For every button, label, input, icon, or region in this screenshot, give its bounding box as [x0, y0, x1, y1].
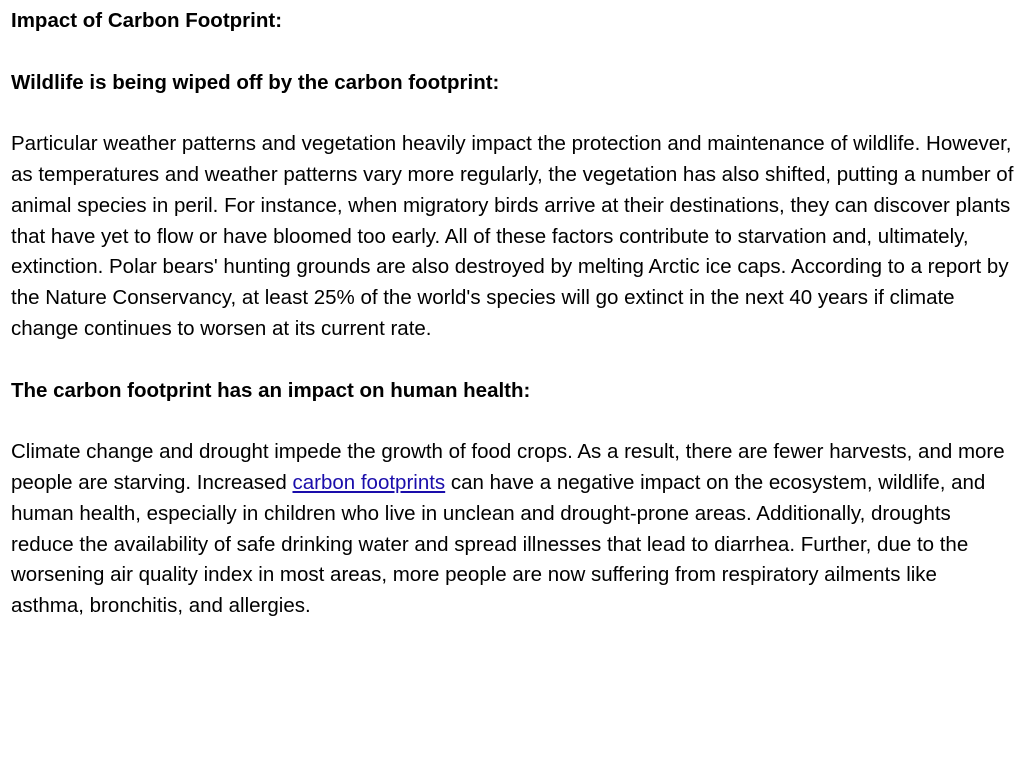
carbon-footprints-link[interactable]: carbon footprints: [292, 470, 446, 494]
document-title: Impact of Carbon Footprint:: [11, 9, 283, 32]
spacer: [11, 37, 1014, 68]
paragraph-text-before-link: Climate change and drought impede the growth of food crops. As a result, there are fewer harvests, and more people are starving. Increased: [11, 440, 1005, 494]
paragraph-text-after-link: can have a negative impact on the ecosystem, wildlife, and human health, especially in children who live in unclean and drought-prone areas. Additionally, droughts reduce the availability of safe drinking water and spread illnesses that lead to diarrhea. Further, due to the worsening air quality index in most areas, more people are now suffering from respiratory ailments like asthma, bronchitis, and allergies.: [11, 470, 986, 618]
spacer: [11, 98, 1014, 129]
spacer: [11, 406, 1014, 437]
section-paragraph-human-health: [11, 437, 1014, 622]
spacer: [11, 345, 1014, 376]
section-paragraph-wildlife: Particular weather patterns and vegetation heavily impact the protection and maintenance of wildlife. However, as temperatures and weather patterns vary more regularly, the vegetation has also shifted, putting a number of animal species in peril. For instance, when migratory birds arrive at their destinations, they can discover plants that have yet to flow or have bloomed too early. All of these factors contribute to starvation and, ultimately, extinction. Polar bears' hunting grounds are also destroyed by melting Arctic ice caps. According to a report by the Nature Conservancy, at least 25% of the world's species will go extinct in the next 40 years if climate change continues to worsen at its current rate.: [11, 132, 1014, 340]
section-heading-wildlife: Wildlife is being wiped off by the carbon footprint:: [11, 70, 500, 94]
section-heading-human-health: The carbon footprint has an impact on human health:: [11, 378, 531, 402]
